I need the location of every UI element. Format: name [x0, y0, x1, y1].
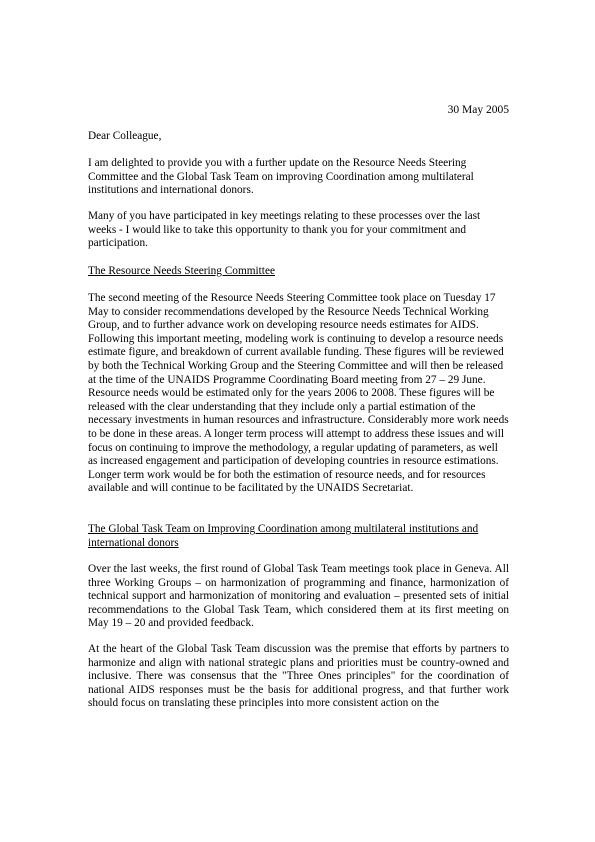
- section-heading-global-task-team: The Global Task Team on Improving Coordination among multilateral institutions and international donors: [88, 523, 479, 549]
- global-task-team-paragraph-2: At the heart of the Global Task Team discussion was the premise that efforts by partners to harmonize and align with national strategic plans and priorities must be country-owned and inclusive. There was consensus that the "Three Ones principles" for the coordination of national AIDS responses must be the basis for additional progress, and that further work should focus on translating these principles into more consistent action on the: [88, 643, 509, 710]
- salutation: Dear Colleague,: [88, 130, 162, 142]
- intro-paragraph-1: I am delighted to provide you with a further update on the Resource Needs Steering Committee and the Global Task Team on improving Coordination among multilateral institutions and international donors.: [88, 157, 474, 197]
- resource-needs-paragraph: The second meeting of the Resource Needs Steering Committee took place on Tuesday 17 May to consider recommendations developed by the Resource Needs Technical Working Group, and to further advance work on developing resource needs estimates for AIDS. Following this important meeting, modeling work is continuing to develop a resource needs estimate figure, and breakdown of current available funding. These figures will be reviewed by both the Technical Working Group and the Steering Committee and will then be released at the time of the UNAIDS Programme Coordinating Board meeting from 27 – 29 June. Resource needs would be estimated only for the years 2006 to 2008. These figures will be released with the clear understanding that they include only a partial estimation of the necessary investments in human resources and infrastructure. Considerably more work needs to be done in these areas. A longer term process will attempt to address these issues and will focus on continuing to improve the methodology, a regular updating of parameters, as well as increased engagement and participation of developing countries in resource estimations. Longer term work would be for both the estimation of resource needs, and for resources available and will continue to be facilitated by the UNAIDS Secretariat.: [88, 292, 509, 495]
- global-task-team-paragraph-1: Over the last weeks, the first round of Global Task Team meetings took place in Geneva. All three Working Groups – on harmonization of programming and finance, harmonization of technical support and harmonization of monitoring and evaluation – presented sets of initial recommendations to the Global Task Team, which considered them at its first meeting on May 19 – 20 and provided feedback.: [88, 563, 509, 630]
- intro-paragraph-2: Many of you have participated in key meetings relating to these processes over the last weeks - I would like to take this opportunity to thank you for your commitment and participation.: [88, 210, 481, 250]
- section-heading-resource-needs: The Resource Needs Steering Committee: [88, 265, 275, 277]
- letter-date: 30 May 2005: [447, 104, 509, 116]
